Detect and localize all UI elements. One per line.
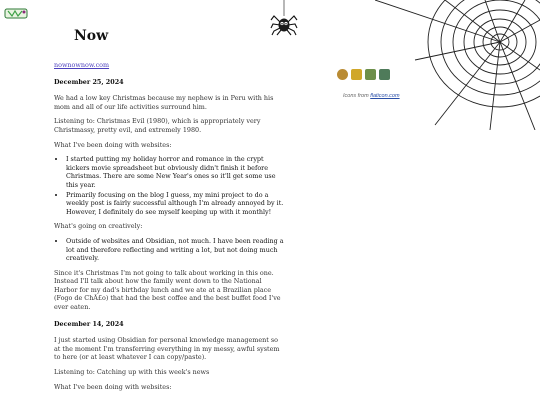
entry-intro: I just started using Obsidian for personal knowledge management so at the moment I'm transferring everything in my messy, awful system to here (or at least whatever I can copy/paste). (54, 336, 280, 362)
entry-date: December 14, 2024 (54, 319, 124, 328)
flaticon-link[interactable]: flaticon.com (370, 93, 400, 99)
zombie-hand-icon[interactable] (365, 69, 376, 80)
websites-list (54, 155, 286, 216)
potion-icon[interactable] (351, 69, 362, 80)
websites-heading: What I've been doing with websites: (54, 140, 172, 149)
credit-text: Icons from (343, 93, 369, 99)
nownownow-link[interactable]: nownownow.com (54, 61, 110, 69)
entry-date: December 25, 2024 (54, 77, 124, 86)
listening-line: Listening to: Catching up with this week's news (54, 368, 210, 377)
creative-heading: What's going on creatively: (54, 222, 143, 231)
cauldron-icon[interactable] (379, 69, 390, 80)
entry-intro: We had a low key Christmas because my nephew is in Peru with his mom and all of our life activities surround him. (54, 94, 274, 111)
listening-line: Listening to: Christmas Evil (1980), which is appropriately very Christmassy, pretty evil, and extremely 1980. (54, 117, 261, 134)
spider-web-icon (375, 0, 540, 130)
creative-list (54, 237, 286, 263)
main-content (54, 27, 286, 397)
list-item: • Primarily focusing on the blog I guess, my mini project to do a weekly post is fairly successful although I'm already annoyed by it. However, I definitely do see myself keeping up with it monthly! (66, 191, 286, 217)
page-title: Now (74, 28, 109, 44)
list-item: • I started putting my holiday horror and romance in the crypt kickers movie spreadsheet but obviously didn't finish it before Christmas. There are some New Year's ones so it'll get some use this year. (66, 155, 286, 189)
websites-heading: What I've been doing with websites: (54, 382, 172, 391)
magnifier-icon[interactable] (337, 69, 348, 80)
entry-outro: Since it's Christmas I'm not going to talk about working in this one. Instead I'll talk about how the family went down to the National Harbor for my dad's birthday lunch and we ate at a Brazilian place (Fogo de ChÃ£o) that had the best coffee and the best buffet food I've ever eaten. (54, 268, 281, 312)
icon-credit (343, 93, 400, 99)
list-item: • Outside of websites and Obsidian, not much. I have been reading a lot and therefore reflecting and writing a lot, but not doing much creatively. (66, 237, 286, 263)
halloween-icon-row (337, 69, 390, 80)
site-logo[interactable] (4, 6, 28, 22)
